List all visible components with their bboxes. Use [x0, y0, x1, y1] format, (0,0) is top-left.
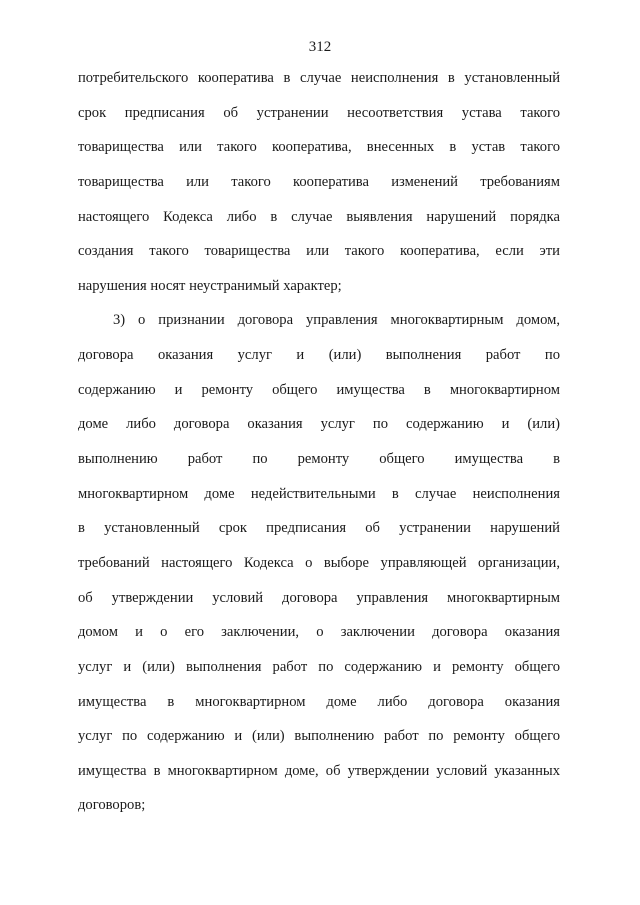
text-line: выполнению работ по ремонту общего имущества в: [78, 451, 560, 468]
text-line: создания такого товарищества или такого кооператива, если эти: [78, 243, 560, 260]
text-line: требований настоящего Кодекса о выборе управляющей организации,: [78, 554, 560, 571]
text-line: 3) о признании договора управления многоквартирным домом,: [113, 312, 560, 329]
text-line: срок предписания об устранении несоответствия устава такого: [78, 104, 560, 121]
text-line: договоров;: [78, 797, 146, 814]
paragraph-2: [78, 303, 560, 823]
text-line: товарищества или такого кооператива изменений требованиям: [78, 173, 560, 190]
text-line: содержанию и ремонту общего имущества в многоквартирном: [78, 381, 560, 398]
text-line: об утверждении условий договора управления многоквартирным: [78, 589, 560, 606]
text-line: товарищества или такого кооператива, внесенных в устав такого: [78, 139, 560, 156]
text-line: нарушения носят неустранимый характер;: [78, 277, 342, 294]
text-line: домом и о его заключении, о заключении договора оказания: [78, 624, 560, 641]
text-line: имущества в многоквартирном доме либо договора оказания: [78, 693, 560, 710]
text-line: доме либо договора оказания услуг по содержанию и (или): [78, 416, 560, 433]
text-line: потребительского кооператива в случае неисполнения в установленный: [78, 70, 560, 86]
document-body: [78, 61, 560, 823]
text-line: услуг и (или) выполнения работ по содержанию и ремонту общего: [78, 658, 560, 675]
text-line: в установленный срок предписания об устранении нарушений: [78, 520, 560, 537]
text-line: настоящего Кодекса либо в случае выявления нарушений порядка: [78, 208, 560, 225]
text-line: услуг по содержанию и (или) выполнению работ по ремонту общего: [78, 728, 560, 745]
text-line: имущества в многоквартирном доме, об утверждении условий указанных: [78, 762, 560, 779]
text-line: договора оказания услуг и (или) выполнения работ по: [78, 347, 560, 364]
page-number: 312: [308, 39, 332, 55]
paragraph-1: [78, 61, 560, 303]
text-line: многоквартирном доме недействительными в случае неисполнения: [78, 485, 560, 502]
